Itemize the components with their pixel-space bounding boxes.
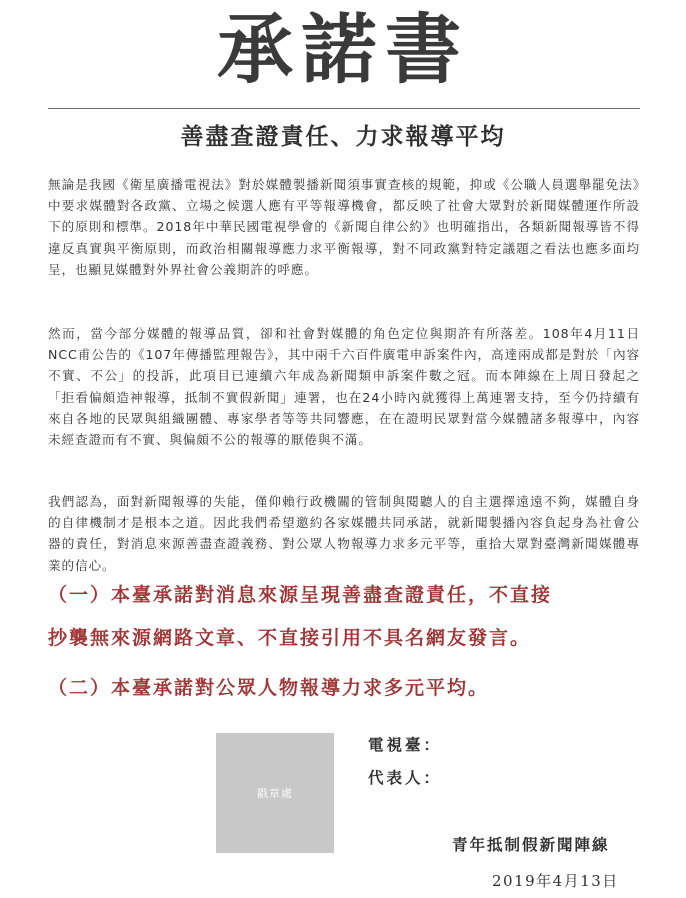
stamp-area xyxy=(216,733,334,853)
title-divider xyxy=(48,108,640,109)
body-paragraph-3: 我們認為，面對新聞報導的失能，僅仰賴行政機關的管制與閱聽人的自主選擇遠遠不夠，媒體自身的自律機制才是根本之道。因此我們希望邀約各家媒體共同承諾，就新聞製播內容負起身為社會公器的責任，對消息來源善盡查證義務、對公眾人物報導力求多元平等，重拾大眾對臺灣新聞媒體專業的信心。 xyxy=(48,494,640,573)
document-date: 2019年4月13日 xyxy=(492,872,619,890)
document-title: 承諾書 xyxy=(217,5,469,94)
organization-name: 青年抵制假新聞陣線 xyxy=(452,835,610,854)
pledge-line-1: （一）本臺承諾對消息來源呈現善盡查證責任，不直接 xyxy=(48,584,553,606)
stamp-label: 戳章處 xyxy=(257,787,293,800)
representative-field-label: 代表人： xyxy=(368,768,443,787)
body-paragraph-1: 無論是我國《衛星廣播電視法》對於媒體製播新聞須事實查核的規範，抑或《公職人員選舉罷免法》中要求媒體對各政黨、立場之候選人應有平等報導機會，都反映了社會大眾對於新聞媒體運作所設下的原則和標準。2018年中華民國電視學會的《新聞自律公約》也明確指出，各類新聞報導皆不得違反真實與平衡原則，而政治相關報導應力求平衡報導，對不同政黨對特定議題之看法也應多面均呈，也顯見媒體對外界社會公義期許的呼應。 xyxy=(48,177,640,277)
station-field-label: 電視臺： xyxy=(368,735,443,754)
document-subtitle: 善盡查證責任、力求報導平均 xyxy=(180,123,506,150)
pledge-line-2: 抄襲無來源網路文章、不直接引用不具名網友發言。 xyxy=(48,627,532,649)
body-paragraph-2: 然而，當今部分媒體的報導品質，卻和社會對媒體的角色定位與期許有所落差。108年4月11日NCC甫公告的《107年傳播監理報告》，其中兩千六百件廣電申訴案件內，高達兩成都是對於「內容不實、不公」的投訴，此項目已連續六年成為新聞類申訴案件數之冠。而本陣線在上周日發起之「拒看偏頗造神報導，抵制不實假新聞」連署，也在24小時內就獲得上萬連署支持，至今仍持續有來自各地的民眾與組織團體、專家學者等等共同響應，在在證明民眾對當今媒體諸多報導中，內容未經查證而有不實、與偏頗不公的報導的厭倦與不滿。 xyxy=(48,326,640,448)
pledge-line-3: （二）本臺承諾對公眾人物報導力求多元平均。 xyxy=(48,677,490,699)
